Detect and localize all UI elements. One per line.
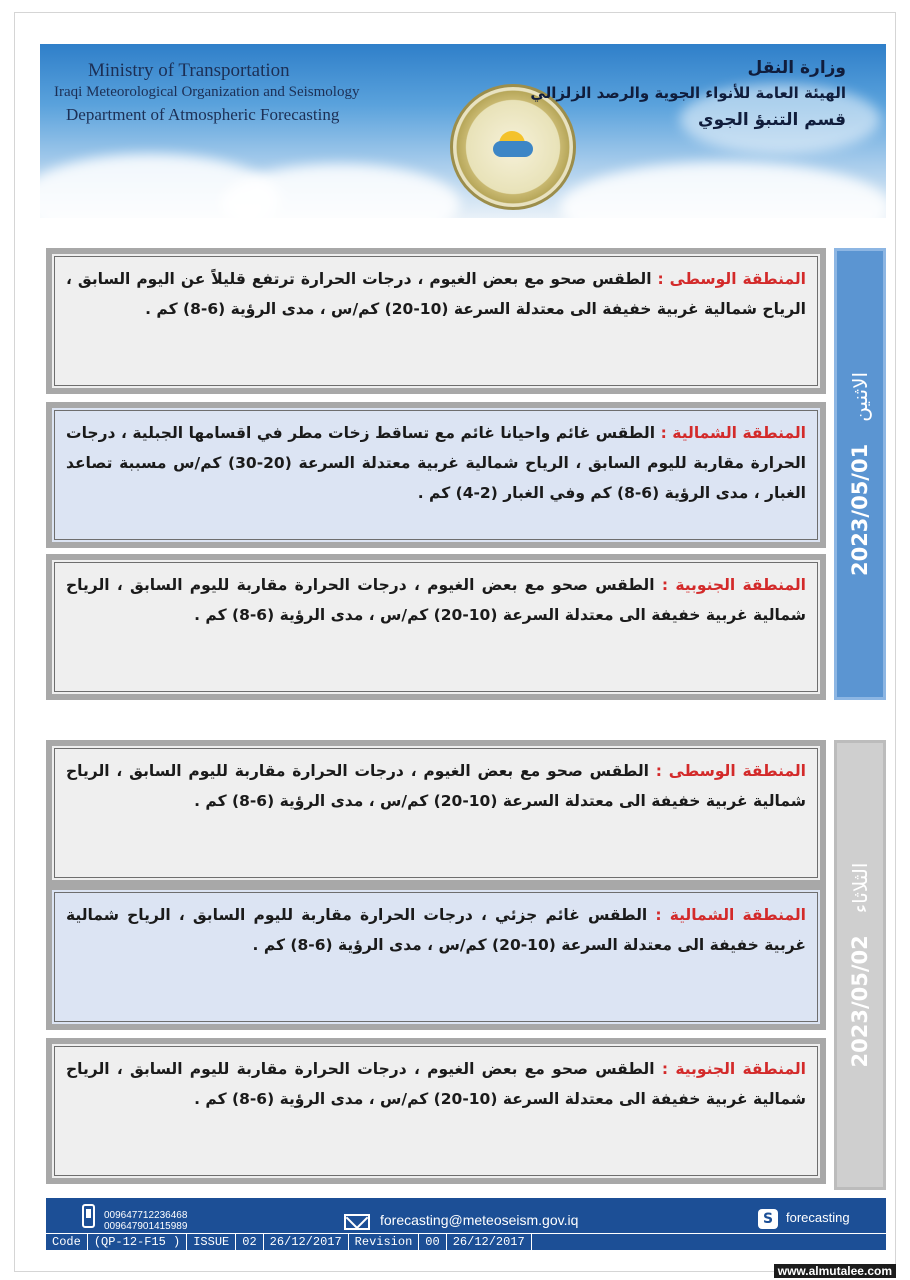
code-value: (QP-12-F15 ) xyxy=(88,1234,187,1250)
issue-value: 02 xyxy=(236,1234,263,1250)
region-forecast xyxy=(66,570,806,630)
ministry-name-en: Ministry of Transportation xyxy=(88,60,290,81)
date-value: 2023/05/02 xyxy=(848,935,872,1068)
department-name-ar: قسم التنبؤ الجوي xyxy=(698,110,846,130)
region-panel-central xyxy=(46,248,826,394)
issue-label: ISSUE xyxy=(187,1234,236,1250)
forecast-day-2 xyxy=(46,740,886,1190)
region-label: المنطقة الشمالية : xyxy=(660,424,806,442)
phone-icon xyxy=(82,1204,95,1228)
organization-name-en: Iraqi Meteorological Organization and Seismology xyxy=(54,84,360,100)
region-panel-south xyxy=(46,554,826,700)
header-arabic xyxy=(530,58,846,130)
header-banner xyxy=(40,44,886,218)
region-text: الطقس صحو مع بعض الغيوم ، درجات الحرارة مقاربة لليوم السابق ، الرياح شمالية غربية خفيفة الى معتدلة السرعة (10-20) كم/س ، مدى الرؤية (6-8) كم . xyxy=(66,762,806,810)
day-name: الاثنين xyxy=(848,371,872,422)
organization-name-ar: الهيئة العامة للأنواء الجوية والرصد الزلزالي xyxy=(530,84,846,102)
region-forecast xyxy=(66,900,806,960)
phone-number-1: 009647712236468 xyxy=(104,1210,188,1221)
region-text: الطقس غائم واحيانا غائم مع تساقط زخات مطر في اقسامها الجبلية ، درجات الحرارة مقاربة لليوم السابق ، الرياح شمالية غربية معتدلة السرعة (20-30) كم/س مسببة تصاعد الغبار ، مدى الرؤية (6-8) كم وفي الغبار (2-4) كم . xyxy=(66,424,806,502)
region-label: المنطقة الشمالية : xyxy=(655,906,806,924)
region-label: المنطقة الجنوبية : xyxy=(661,576,806,594)
phone-number-2: 009647901415989 xyxy=(104,1221,188,1232)
skype-icon: S xyxy=(758,1209,778,1229)
day-name: الثلاثاء xyxy=(848,862,872,914)
date-label xyxy=(848,372,872,576)
region-panel-south xyxy=(46,1038,826,1184)
mail-icon xyxy=(344,1214,370,1230)
header-english xyxy=(54,60,360,125)
revision-date: 26/12/2017 xyxy=(447,1234,532,1250)
department-name-en: Department of Atmospheric Forecasting xyxy=(66,105,340,124)
revision-value: 00 xyxy=(419,1234,446,1250)
footer-bar xyxy=(46,1198,886,1250)
issue-date: 26/12/2017 xyxy=(264,1234,349,1250)
region-panel-central xyxy=(46,740,826,886)
region-forecast xyxy=(66,264,806,324)
region-forecast xyxy=(66,418,806,508)
seal-icon xyxy=(450,84,576,210)
contact-email[interactable]: forecasting@meteoseism.gov.iq xyxy=(380,1212,579,1228)
phone-numbers xyxy=(104,1210,187,1232)
website-watermark: www.almutalee.com xyxy=(774,1264,896,1278)
region-panel-north xyxy=(46,884,826,1030)
region-label: المنطقة الوسطى : xyxy=(655,762,806,780)
date-bar-day-2 xyxy=(834,740,886,1190)
region-panel-north xyxy=(46,402,826,548)
revision-label: Revision xyxy=(349,1234,420,1250)
region-forecast xyxy=(66,756,806,816)
region-text: الطقس صحو مع بعض الغيوم ، درجات الحرارة مقاربة لليوم السابق ، الرياح شمالية غربية خفيفة الى معتدلة السرعة (10-20) كم/س ، مدى الرؤية (6-8) كم . xyxy=(66,576,806,624)
region-text: الطقس صحو مع بعض الغيوم ، درجات الحرارة ترتفع قليلاً عن اليوم السابق ، الرياح شمالية غربية خفيفة الى معتدلة السرعة (10-20) كم/س ، مدى الرؤية (6-8) كم . xyxy=(66,270,806,318)
region-label: المنطقة الجنوبية : xyxy=(661,1060,806,1078)
region-text: الطقس غائم جزئي ، درجات الحرارة مقاربة لليوم السابق ، الرياح شمالية غربية خفيفة الى معتدلة السرعة (10-20) كم/س ، مدى الرؤية (6-8) كم . xyxy=(66,906,806,954)
region-forecast xyxy=(66,1054,806,1114)
ministry-name-ar: وزارة النقل xyxy=(747,58,846,78)
code-label: Code xyxy=(46,1234,88,1250)
skype-handle: forecasting xyxy=(786,1210,850,1225)
forecast-day-1 xyxy=(46,248,886,700)
region-text: الطقس صحو مع بعض الغيوم ، درجات الحرارة مقاربة لليوم السابق ، الرياح شمالية غربية خفيفة الى معتدلة السرعة (10-20) كم/س ، مدى الرؤية (6-8) كم . xyxy=(66,1060,806,1108)
document-code-row xyxy=(46,1233,886,1250)
region-label: المنطقة الوسطى : xyxy=(657,270,806,288)
date-label xyxy=(848,863,872,1068)
date-value: 2023/05/01 xyxy=(848,443,872,577)
date-bar-day-1 xyxy=(834,248,886,700)
